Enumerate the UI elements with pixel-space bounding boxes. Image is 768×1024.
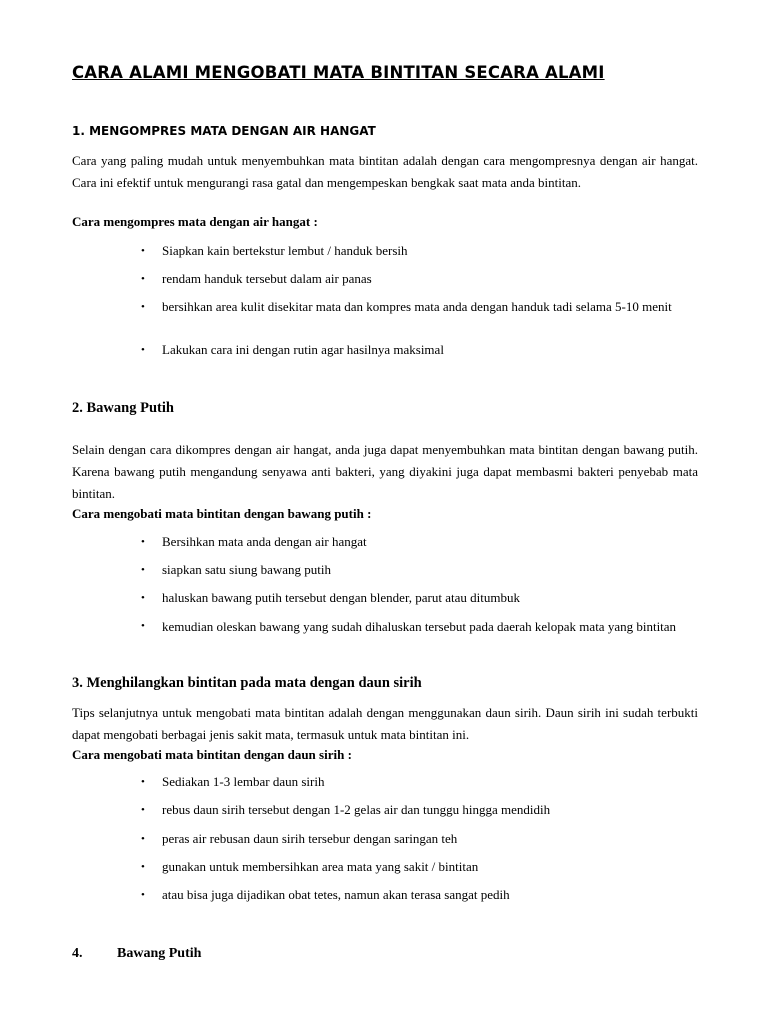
list-item-text: kemudian oleskan bawang yang sudah dihaluskan tersebut pada daerah kelopak mata yang bintitan (162, 619, 677, 634)
list-item (141, 342, 698, 358)
section-2-subheading: Cara mengobati mata bintitan dengan bawang putih : (72, 506, 372, 521)
section-2-intro: Selain dengan cara dikompres dengan air hangat, anda juga dapat menyembuhkan mata bintitan dengan bawang putih. Karena bawang putih mengandung senyawa anti bakteri, yang diyakini juga dapat membasmi bakteri penyebab mata bintitan. (72, 442, 698, 501)
list-item-text: peras air rebusan daun sirih tersebur dengan saringan teh (162, 831, 458, 846)
section-3-heading: 3. Menghilangkan bintitan pada mata dengan daun sirih (72, 675, 422, 691)
bullet-icon: • (141, 301, 145, 313)
list-item (141, 616, 698, 637)
bullet-icon: • (141, 804, 145, 816)
list-item-text: Lakukan cara ini dengan rutin agar hasilnya maksimal (162, 342, 444, 357)
list-item-text: Siapkan kain bertekstur lembut / handuk bersih (162, 243, 408, 258)
section-4-number: 4. (72, 946, 83, 961)
bullet-icon: • (141, 833, 145, 845)
list-item (141, 831, 698, 847)
bullet-icon: • (141, 889, 145, 901)
section-3-subheading: Cara mengobati mata bintitan dengan daun sirih : (72, 747, 352, 762)
bullet-icon: • (141, 592, 145, 604)
document-title: CARA ALAMI MENGOBATI MATA BINTITAN SECARA ALAMI (72, 63, 605, 82)
section-1-heading: 1. MENGOMPRES MATA DENGAN AIR HANGAT (72, 124, 376, 138)
section-4-heading: Bawang Putih (117, 946, 202, 961)
list-item-text: rendam handuk tersebut dalam air panas (162, 271, 372, 286)
bullet-icon: • (141, 344, 145, 356)
list-item-text: siapkan satu siung bawang putih (162, 562, 331, 577)
list-item-text: rebus daun sirih tersebut dengan 1-2 gelas air dan tunggu hingga mendidih (162, 802, 551, 817)
section-3-intro: Tips selanjutnya untuk mengobati mata bintitan adalah dengan menggunakan daun sirih. Daun sirih ini sudah terbukti dapat mengobati berbagai jenis sakit mata, termasuk untuk mata bintitan ini. (72, 705, 698, 742)
list-item (141, 859, 698, 875)
bullet-icon: • (141, 620, 145, 632)
bullet-icon: • (141, 245, 145, 257)
section-1-subheading: Cara mengompres mata dengan air hangat : (72, 214, 318, 229)
list-item (141, 299, 698, 315)
list-item (141, 271, 698, 287)
list-item-text: Sediakan 1-3 lembar daun sirih (162, 774, 325, 789)
list-item (141, 562, 698, 578)
list-item (141, 887, 698, 903)
list-item-text: atau bisa juga dijadikan obat tetes, namun akan terasa sangat pedih (162, 887, 510, 902)
list-item (141, 774, 698, 790)
list-item (141, 534, 698, 550)
list-item (141, 802, 698, 818)
list-item-text: haluskan bawang putih tersebut dengan blender, parut atau ditumbuk (162, 590, 520, 605)
list-item (141, 590, 698, 606)
bullet-icon: • (141, 861, 145, 873)
list-item-text: Bersihkan mata anda dengan air hangat (162, 534, 367, 549)
section-1-intro: Cara yang paling mudah untuk menyembuhkan mata bintitan adalah dengan cara mengompresnya dengan air hangat. Cara ini efektif untuk mengurangi rasa gatal dan mengempeskan bengkak saat mata anda bintitan. (72, 153, 698, 190)
bullet-icon: • (141, 564, 145, 576)
list-item-text: bersihkan area kulit disekitar mata dan kompres mata anda dengan handuk tadi selama 5-10 menit (162, 299, 672, 314)
bullet-icon: • (141, 776, 145, 788)
bullet-icon: • (141, 536, 145, 548)
bullet-icon: • (141, 273, 145, 285)
list-item (141, 243, 698, 259)
list-item-text: gunakan untuk membersihkan area mata yang sakit / bintitan (162, 859, 479, 874)
section-2-heading: 2. Bawang Putih (72, 400, 174, 416)
